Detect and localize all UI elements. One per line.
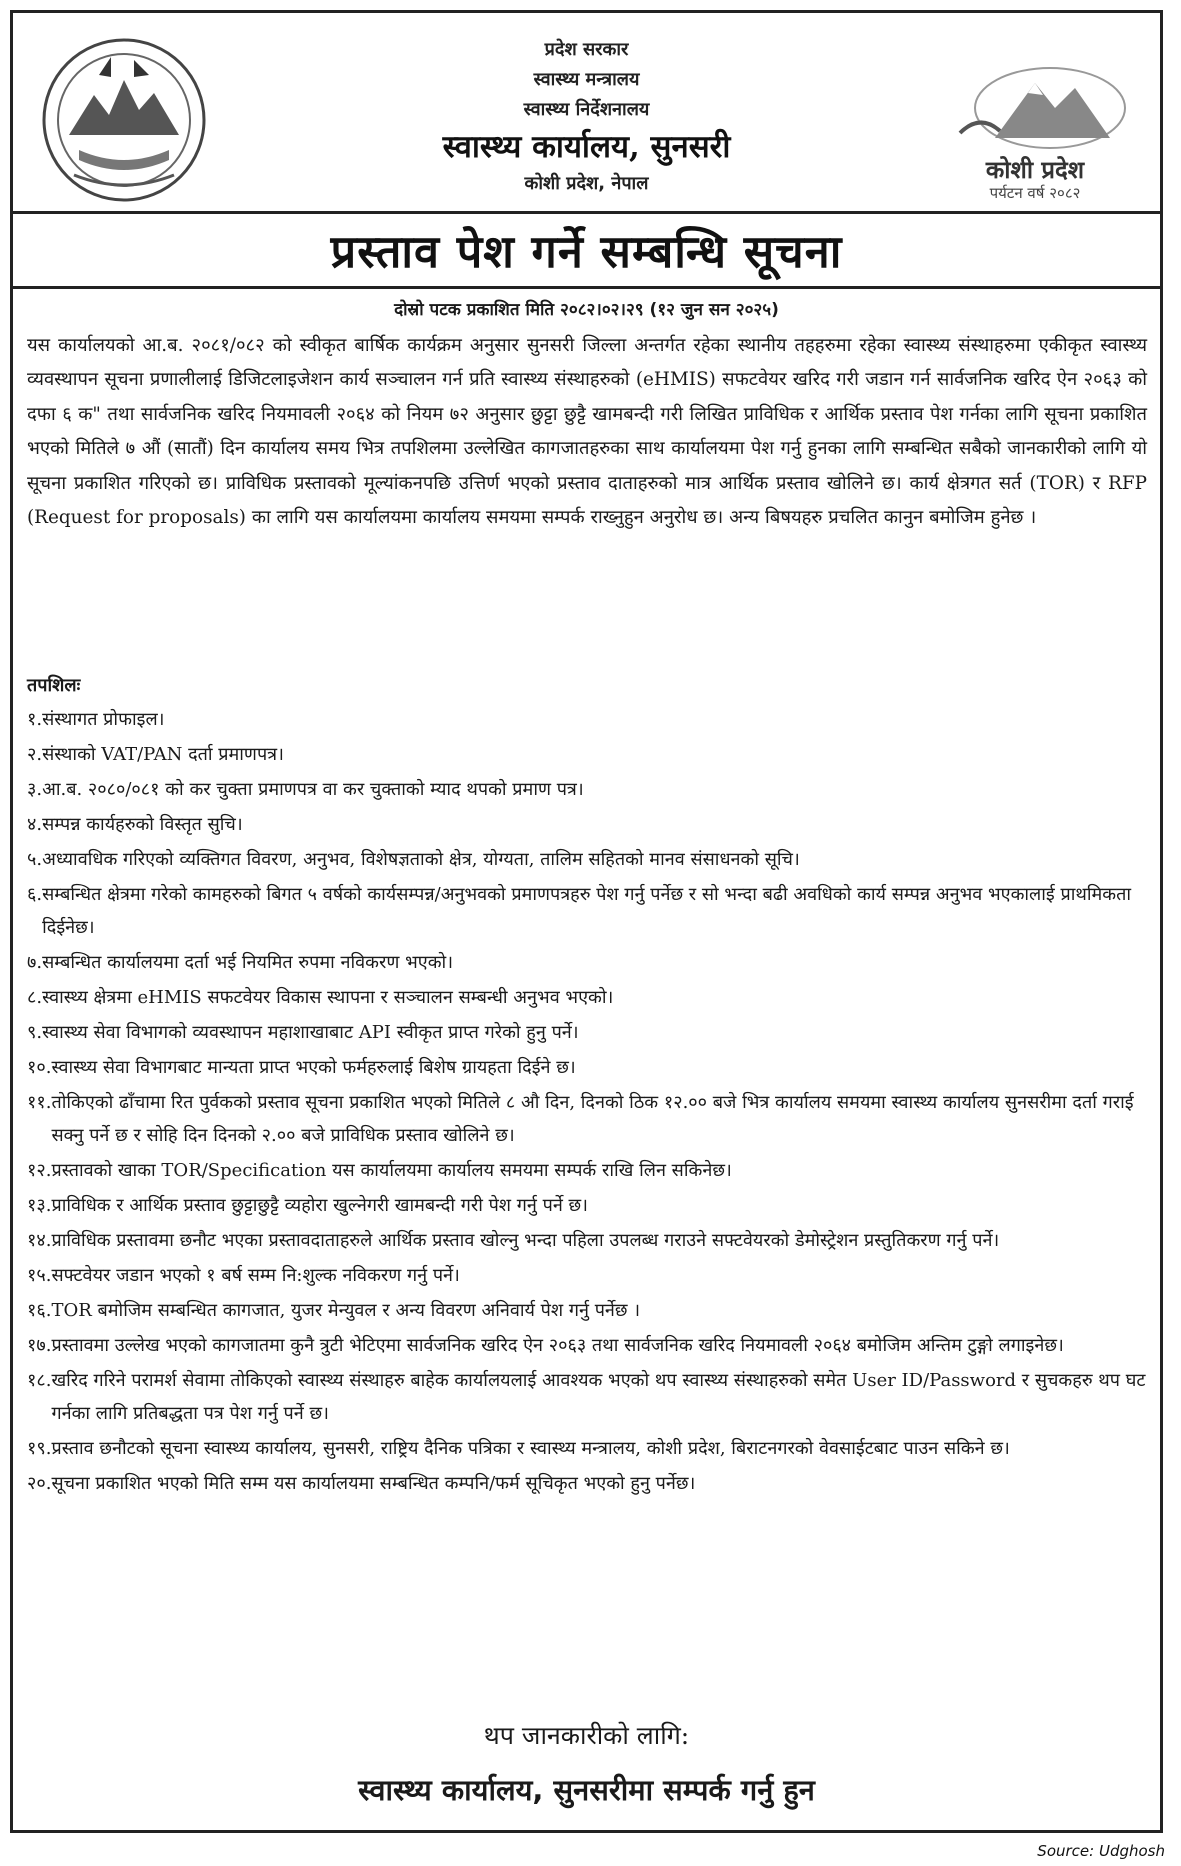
list-item-text: स्वास्थ्य सेवा विभागबाट मान्यता प्राप्त भएको फर्महरुलाई बिशेष ग्रायहता दिईने छ। — [51, 1057, 576, 1078]
list-item — [27, 1364, 1147, 1430]
list-item-number: १०. — [27, 1057, 52, 1078]
schedule-heading: तपशिलः — [27, 675, 81, 696]
footer-label: थप जानकारीको लागि: — [483, 1721, 690, 1750]
list-item-text: तोकिएको ढाँचामा रित पुर्वकको प्रस्ताव सूचना प्रकाशित भएको मितिले ८ औ दिन, दिनको ठिक १२.०० बजे भित्र कार्यालय समयमा स्वास्थ्य कार्यालय सुनसरीमा दर्ता गराई सक्नु पर्ने छ र सोहि दिन दिनको २.०० बजे प्राविधिक प्रस्ताव खोलिने छ। — [51, 1092, 1134, 1146]
list-item-number: १७. — [27, 1335, 52, 1356]
list-item-number: १२. — [27, 1160, 52, 1181]
koshi-logo-subtitle: पर्यटन वर्ष २०८२ — [989, 184, 1081, 202]
header-line-province-government: प्रदेश सरकार — [544, 39, 629, 60]
list-item — [27, 1189, 1147, 1222]
list-item — [27, 703, 1147, 736]
list-item — [27, 738, 1147, 771]
list-item-number: १९. — [27, 1438, 52, 1459]
list-item-text: प्रस्ताव छनौटको सूचना स्वास्थ्य कार्यालय, सुनसरी, राष्ट्रिय दैनिक पत्रिका र स्वास्थ्य मन्त्रालय, कोशी प्रदेश, बिराटनगरको वेवसाईटबाट पाउन सकिने छ। — [51, 1438, 1010, 1459]
list-item-number: ५. — [27, 849, 43, 870]
header-office-name: स्वास्थ्य कार्यालय, सुनसरी — [442, 129, 731, 165]
title-bar — [13, 211, 1160, 289]
list-item-text: खरिद गरिने परामर्श सेवामा तोकिएको स्वास्थ्य संस्थाहरु बाहेक कार्यालयलाई आवश्यक भएको थप स्वास्थ्य संस्थाहरुको समेत User ID/Password र सुचकहरु थप घट गर्नका लागि प्रतिबद्धता पत्र पेश गर्नु पर्ने छ। — [51, 1370, 1146, 1424]
list-item-number: २. — [27, 744, 43, 765]
list-item-number: ११. — [27, 1092, 52, 1113]
list-item — [27, 981, 1147, 1014]
list-item — [27, 1051, 1147, 1084]
list-item-number: ६. — [27, 884, 43, 905]
notice-title: प्रस्ताव पेश गर्ने सम्बन्धि सूचना — [330, 224, 843, 278]
list-item — [27, 843, 1147, 876]
list-item-text: सम्बन्धित क्षेत्रमा गरेको कामहरुको बिगत ५ वर्षको कार्यसम्पन्न/अनुभवको प्रमाणपत्रहरु पेश गर्नु पर्नेछ र सो भन्दा बढी अवधिको कार्य सम्पन्न अनुभव भएकालाई प्राथमिकता दिईनेछ। — [42, 884, 1132, 938]
header-line-directorate: स्वास्थ्य निर्देशनालय — [523, 99, 650, 120]
source-credit: Source: Udghosh — [1037, 1842, 1165, 1860]
koshi-tourism-logo — [940, 53, 1130, 203]
list-item-text: TOR बमोजिम सम्बन्धित कागजात, युजर मेन्युवल र अन्य विवरण अनिवार्य पेश गर्नु पर्नेछ । — [51, 1300, 641, 1321]
list-item-number: ८. — [27, 987, 43, 1008]
list-item-text: संस्थाको VAT/PAN दर्ता प्रमाणपत्र। — [42, 744, 284, 765]
header-line-ministry: स्वास्थ्य मन्त्रालय — [533, 69, 640, 90]
notice-frame — [10, 10, 1163, 1833]
list-item — [27, 808, 1147, 841]
list-item — [27, 878, 1147, 944]
header — [13, 13, 1160, 211]
requirements-list — [27, 703, 1147, 1502]
list-item-text: अध्यावधिक गरिएको व्यक्तिगत विवरण, अनुभव, विशेषज्ञताको क्षेत्र, योग्यता, तालिम सहितको मानव संसाधनको सूचि। — [42, 849, 800, 870]
koshi-logo-title: कोशी प्रदेश — [985, 155, 1085, 184]
list-item-number: १६. — [27, 1300, 52, 1321]
list-item-number: १४. — [27, 1230, 52, 1251]
list-item-number: ७. — [27, 952, 43, 973]
list-item-number: ४. — [27, 814, 43, 835]
list-item — [27, 773, 1147, 806]
list-item-number: १३. — [27, 1195, 52, 1216]
list-item-number: ३. — [27, 779, 43, 800]
list-item-text: प्राविधिक र आर्थिक प्रस्ताव छुट्टाछुट्टै व्यहोरा खुल्नेगरी खामबन्दी गरी पेश गर्नु पर्ने छ। — [51, 1195, 588, 1216]
list-item — [27, 1154, 1147, 1187]
list-item-text: स्वास्थ्य सेवा विभागको व्यवस्थापन महाशाखाबाट API स्वीकृत प्राप्त गरेको हुनु पर्ने। — [42, 1022, 579, 1043]
list-item — [27, 1467, 1147, 1500]
mountain-logo-icon — [940, 53, 1130, 153]
header-location: कोशी प्रदेश, नेपाल — [524, 173, 649, 194]
list-item-number: ९. — [27, 1022, 43, 1043]
list-item — [27, 1259, 1147, 1292]
list-item — [27, 1329, 1147, 1362]
list-item-number: १. — [27, 709, 43, 730]
footer-contact: स्वास्थ्य कार्यालय, सुनसरीमा सम्पर्क गर्नु हुन — [358, 1773, 815, 1807]
list-item-text: प्रस्तावको खाका TOR/Specification यस कार्यालयमा कार्यालय समयमा सम्पर्क राखि लिन सकिनेछ। — [51, 1160, 732, 1181]
list-item — [27, 1294, 1147, 1327]
publication-date: दोस्रो पटक प्रकाशित मिति २०८२।०२।२९ (१२ जुन सन २०२५) — [394, 300, 779, 320]
list-item-text: प्रस्तावमा उल्लेख भएको कागजातमा कुनै त्रुटी भेटिएमा सार्वजनिक खरिद ऐन २०६३ तथा सार्वजनिक खरिद नियमावली २०६४ बमोजिम अन्तिम टुङ्गो लगाइनेछ। — [51, 1335, 1064, 1356]
list-item — [27, 1016, 1147, 1049]
list-item — [27, 946, 1147, 979]
notice-body: यस कार्यालयको आ.ब. २०८१/०८२ को स्वीकृत बार्षिक कार्यक्रम अनुसार सुनसरी जिल्ला अन्तर्गत रहेका स्थानीय तहहरुमा रहेका स्वास्थ्य संस्थाहरुमा एकीकृत स्वास्थ्य व्यवस्थापन सूचना प्रणालीलाई डिजिटलाइजेशन कार्य सञ्चालन गर्न प्रति स्वास्थ्य संस्थाहरुको (eHMIS) सफटवेयर खरिद गरी जडान गर्न सार्वजनिक खरिद ऐन २०६३ को दफा ६ क" तथा सार्वजनिक खरिद नियमावली २०६४ को नियम ७२ अनुसार छुट्टा छुट्टै खामबन्दी गरी लिखित प्राविधिक र आर्थिक प्रस्ताव पेश गर्नका लागि सूचना प्रकाशित भएको मितिले ७ औं (सातौं) दिन कार्यालय समय भित्र तपशिलमा उल्लेखित कागजातहरुका साथ कार्यालयमा पेश गर्नु हुनका लागि सम्बन्धित सबैको जानकारीको लागि यो सूचना प्रकाशित गरिएको छ। प्राविधिक प्रस्तावको मूल्यांकनपछि उत्तिर्ण भएको प्रस्ताव दाताहरुको मात्र आर्थिक प्रस्ताव खोलिने छ। कार्य क्षेत्रगत सर्त (TOR) र RFP (Request for proposals) का लागि यस कार्यालयमा कार्यालय समयमा सम्पर्क राख्नुहुन अनुरोध छ। अन्य बिषयहरु प्रचलित कानुन बमोजिम हुनेछ । — [27, 335, 1147, 529]
list-item-number: २०. — [27, 1473, 52, 1494]
list-item — [27, 1432, 1147, 1465]
list-item-text: सम्पन्न कार्यहरुको विस्तृत सुचि। — [42, 814, 243, 835]
list-item — [27, 1086, 1147, 1152]
list-item-text: प्राविधिक प्रस्तावमा छनौट भएका प्रस्तावदाताहरुले आर्थिक प्रस्ताव खोल्नु भन्दा पहिला उपलब्ध गराउने सफ्टवेयरको डेमोस्ट्रेशन प्रस्तुतिकरण गर्नु पर्ने। — [51, 1230, 1000, 1251]
list-item-text: सम्बन्धित कार्यालयमा दर्ता भई नियमित रुपमा नविकरण भएको। — [42, 952, 454, 973]
list-item-text: स्वास्थ्य क्षेत्रमा eHMIS सफटवेयर विकास स्थापना र सञ्चालन सम्बन्धी अनुभव भएको। — [42, 987, 614, 1008]
list-item-text: आ.ब. २०८०/०८१ को कर चुक्ता प्रमाणपत्र वा कर चुक्ताको म्याद थपको प्रमाण पत्र। — [42, 779, 584, 800]
list-item-number: १५. — [27, 1265, 52, 1286]
list-item-text: संस्थागत प्रोफाइल। — [42, 709, 165, 730]
list-item-text: सफ्टवेयर जडान भएको १ बर्ष सम्म नि:शुल्क नविकरण गर्नु पर्ने। — [51, 1265, 460, 1286]
list-item-number: १८. — [27, 1370, 52, 1391]
list-item — [27, 1224, 1147, 1257]
list-item-text: सूचना प्रकाशित भएको मिति सम्म यस कार्यालयमा सम्बन्धित कम्पनि/फर्म सूचिकृत भएको हुनु पर्नेछ। — [51, 1473, 696, 1494]
